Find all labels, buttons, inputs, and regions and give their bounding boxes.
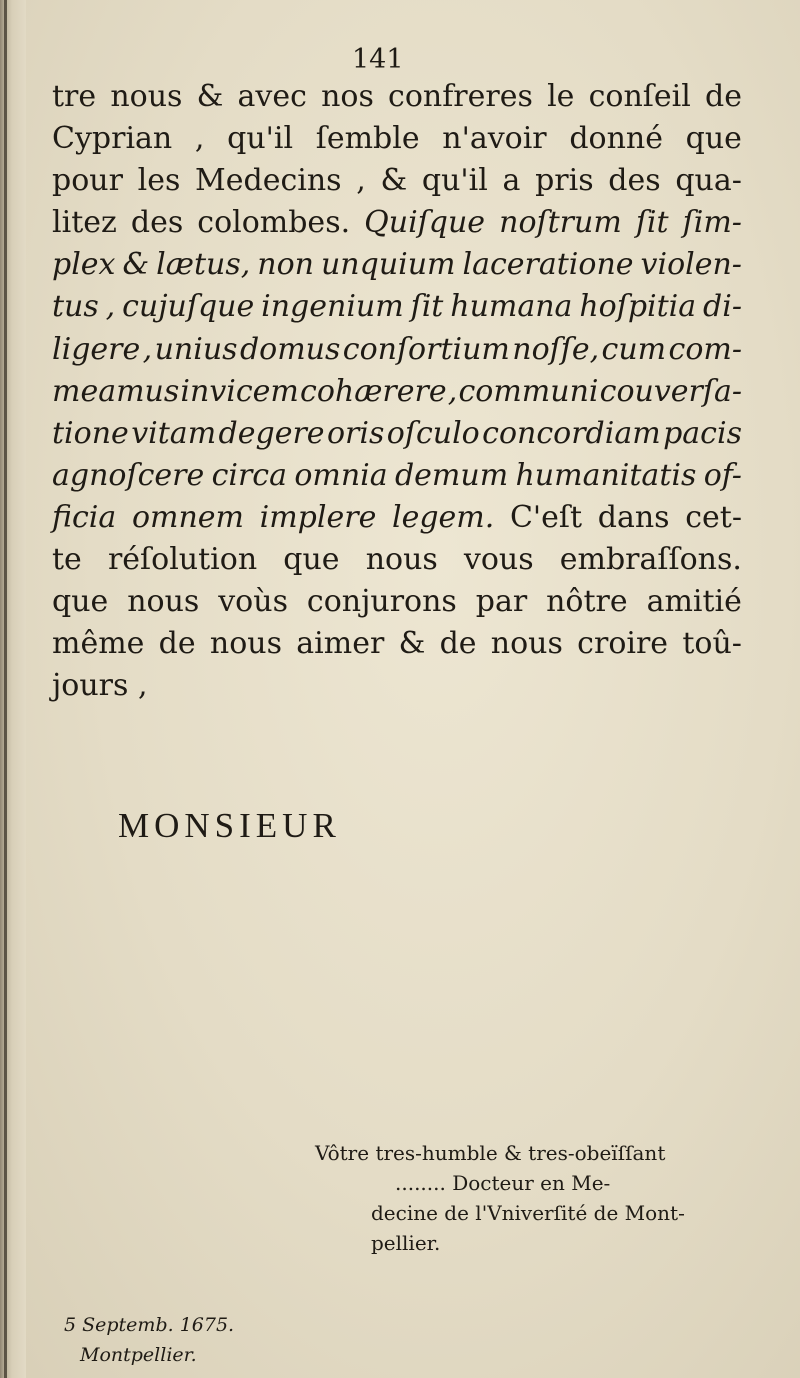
word: laceratione (462, 247, 634, 283)
text-line (52, 118, 742, 160)
word: ſemble (315, 121, 420, 157)
word: legem. (392, 499, 495, 535)
word: ſit (635, 205, 669, 241)
word: com- (668, 331, 742, 367)
date-place (64, 1310, 234, 1370)
word: que (283, 542, 340, 578)
word: concordiam (482, 415, 661, 451)
word: qu'il (421, 163, 488, 199)
word: , (142, 331, 153, 367)
word: tus (52, 289, 99, 325)
word: of- (703, 457, 742, 493)
word: humana (450, 289, 573, 325)
word: toû- (682, 626, 742, 662)
word: di- (703, 289, 742, 325)
word: unquium (320, 247, 456, 283)
word: le (547, 79, 575, 114)
word: oris (326, 415, 385, 451)
word: ingenium (261, 289, 404, 325)
word: , (194, 121, 205, 157)
word: de (705, 79, 742, 114)
word: donné (569, 121, 663, 157)
word: pacis (663, 415, 742, 451)
word: ficia (52, 499, 117, 535)
word: , (447, 373, 458, 409)
word: nous (209, 626, 283, 662)
word: amitié (646, 584, 742, 620)
word: hoſpitia (579, 289, 697, 325)
word: invicem (180, 373, 299, 409)
word: qu'il (227, 121, 294, 157)
word: voùs (218, 584, 288, 620)
word: , (105, 289, 116, 325)
salutation: MONSIEUR (118, 806, 341, 845)
text-line (52, 665, 742, 707)
text-line (52, 413, 742, 455)
word: Quiſque (364, 205, 486, 241)
word: nous (365, 542, 438, 578)
signature-block (315, 1138, 735, 1258)
word: , (356, 163, 366, 199)
word: noſtrum (499, 205, 622, 241)
word: ſim- (682, 205, 742, 241)
word: embraſſons. (559, 542, 742, 578)
word: que (685, 121, 742, 157)
word: nos (321, 79, 374, 114)
word: nous (490, 626, 563, 662)
word: les (137, 163, 181, 199)
body-text (52, 76, 742, 707)
word: C'eſt (509, 499, 583, 535)
word: réſolution (107, 542, 258, 578)
word: qua- (675, 163, 742, 199)
word: tre (52, 79, 97, 114)
word: des (130, 205, 184, 241)
word: humanitatis (515, 457, 697, 493)
word: jours (52, 668, 138, 704)
word: ſit (410, 289, 444, 325)
word: croire (577, 626, 669, 662)
text-line (52, 497, 742, 539)
text-line (52, 244, 742, 286)
word: vitam (131, 415, 217, 451)
word: cohærere (300, 373, 447, 409)
word: dans (597, 499, 670, 535)
text-line (52, 371, 742, 413)
word: oſculo (386, 415, 480, 451)
word: conjurons (306, 584, 457, 620)
word: noſſe, (512, 331, 600, 367)
word: colombes. (197, 205, 351, 241)
word: avec (237, 79, 307, 114)
word: omnem (131, 499, 244, 535)
word: cujuſque (122, 289, 255, 325)
word: non (257, 247, 314, 283)
word: violen- (640, 247, 742, 283)
word: des (608, 163, 661, 199)
word: pour (52, 163, 123, 199)
word: aimer (296, 626, 385, 662)
word: degere (218, 415, 325, 451)
word: & (122, 247, 150, 283)
word: a (502, 163, 521, 199)
word: conſeil (588, 79, 691, 114)
word: circa (211, 457, 287, 493)
text-line (52, 581, 742, 623)
signature-line: ........ Docteur en Me- (395, 1171, 611, 1195)
word: conſortium (342, 331, 510, 367)
word: Medecins (195, 163, 342, 199)
word: pris (535, 163, 594, 199)
signature-line: pellier. (371, 1231, 441, 1255)
word: agnoſcere (52, 457, 205, 493)
text-line (52, 76, 742, 118)
word: unius (154, 331, 238, 367)
page-number: 141 (352, 44, 404, 75)
word: tione (52, 415, 129, 451)
word: couverſa- (599, 373, 742, 409)
text-line (52, 455, 742, 497)
signature-line: Vôtre tres-humble & tres-obeïſſant (315, 1141, 666, 1165)
text-line (52, 202, 742, 244)
word: confreres (388, 79, 533, 114)
binding-line (4, 0, 7, 1378)
word: demum (394, 457, 509, 493)
word: Cyprian (52, 121, 173, 157)
word: par (475, 584, 528, 620)
word: vous (463, 542, 534, 578)
word: cum (601, 331, 667, 367)
word: que (52, 584, 109, 620)
word: de (439, 626, 477, 662)
word: & (380, 163, 408, 199)
word: meamus (52, 373, 180, 409)
word: communi (458, 373, 599, 409)
text-line (52, 286, 742, 328)
text-line (52, 623, 742, 665)
place-line: Montpellier. (80, 1344, 197, 1366)
word: nous (127, 584, 200, 620)
word: , (137, 668, 148, 704)
word: implere (259, 499, 377, 535)
text-line (52, 160, 742, 202)
signature-line: decine de l'Vniverſité de Mont- (371, 1201, 685, 1225)
word: te (52, 542, 82, 578)
word: & (398, 626, 426, 662)
word: cet- (685, 499, 742, 535)
text-line (52, 329, 742, 371)
word: & (196, 79, 224, 114)
page-binding-edge (0, 0, 26, 1378)
word: même (52, 626, 145, 662)
word: plex (52, 247, 116, 283)
word: n'avoir (442, 121, 547, 157)
word: domus (239, 331, 341, 367)
text-line (52, 539, 742, 581)
word: de (158, 626, 196, 662)
word: lætus, (156, 247, 251, 283)
word: ligere (52, 331, 141, 367)
word: litez (52, 205, 117, 241)
word: nous (110, 79, 183, 114)
word: omnia (294, 457, 388, 493)
word: nôtre (546, 584, 628, 620)
date-line: 5 Septemb. 1675. (64, 1314, 235, 1336)
